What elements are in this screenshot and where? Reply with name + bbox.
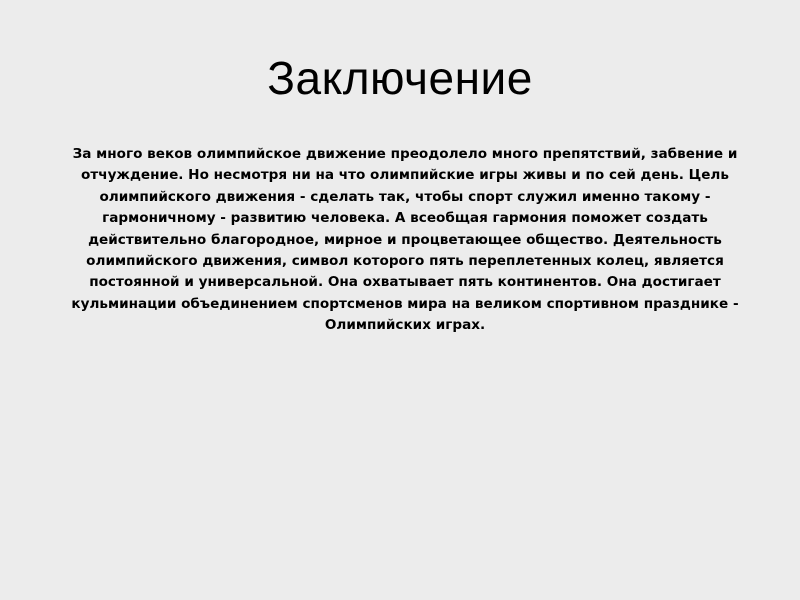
slide-title: Заключение [267, 52, 533, 104]
slide-body-text: За много веков олимпийское движение преодолело много препятствий, забвение и отчуждение. Но несмотря ни на что олимпийские игры живы и по сей день. Цель олимпийского движения - сделать так, чтобы спорт служил именно такому - гармоничному - развитию человека. А всеобщая гармония поможет создать действительно благородное, мирное и процветающее общество. Деятельность олимпийского движения, символ которого пять переплетенных колец, является постоянной и универсальной. Она охватывает пять континентов. Она достигает кульминации объединением спортсменов мира на великом спортивном празднике - Олимпийских играх. [71, 146, 739, 334]
